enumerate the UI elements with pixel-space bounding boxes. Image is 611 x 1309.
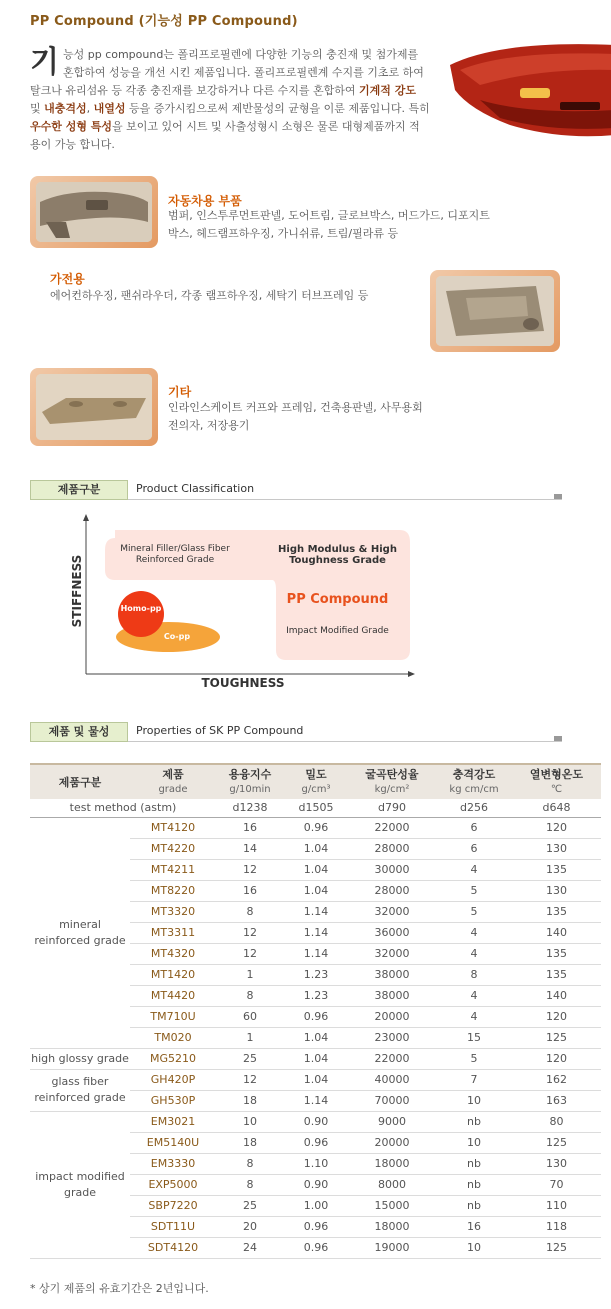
value-cell: 0.96 xyxy=(284,1237,348,1258)
value-cell: 6 xyxy=(436,817,512,838)
column-header-unit: g/10min xyxy=(229,784,271,795)
column-header-label: 용융지수 xyxy=(228,768,272,781)
value-cell: 32000 xyxy=(348,943,436,964)
x-axis-label: TOUGHNESS xyxy=(201,676,285,690)
value-cell: 60 xyxy=(216,1006,284,1027)
value-cell: 120 xyxy=(512,1048,601,1069)
value-cell: 10 xyxy=(216,1111,284,1132)
section-end-mark xyxy=(554,494,562,499)
value-cell: 118 xyxy=(512,1216,601,1237)
value-cell: 130 xyxy=(512,838,601,859)
section-header-classification xyxy=(30,480,562,500)
y-axis-label: STIFFNESS xyxy=(70,554,84,628)
value-cell: 0.96 xyxy=(284,1216,348,1237)
group-cell: mineral reinforced grade xyxy=(30,817,130,1048)
validity-footnote: * 상기 제품의 유효기간은 2년입니다. xyxy=(30,1282,209,1295)
value-cell: 0.96 xyxy=(284,1132,348,1153)
grade-cell: MT8220 xyxy=(130,880,216,901)
value-cell: 1.00 xyxy=(284,1195,348,1216)
grade-cell: MT4420 xyxy=(130,985,216,1006)
value-cell: 1.04 xyxy=(284,880,348,901)
value-cell: nb xyxy=(436,1174,512,1195)
value-cell: 1.23 xyxy=(284,985,348,1006)
value-cell: 1.04 xyxy=(284,1027,348,1048)
column-header-unit: kg cm/cm xyxy=(449,784,499,795)
intro-highlight: 우수한 성형 특성 xyxy=(30,120,113,133)
value-cell: 20000 xyxy=(348,1006,436,1027)
value-cell: 8 xyxy=(216,985,284,1006)
value-cell: 12 xyxy=(216,1069,284,1090)
column-header-unit: grade xyxy=(158,784,188,795)
value-cell: 19000 xyxy=(348,1237,436,1258)
value-cell: 16 xyxy=(216,817,284,838)
test-method-cell: d648 xyxy=(512,799,601,817)
value-cell: 125 xyxy=(512,1027,601,1048)
intro-initial: 기 xyxy=(30,45,59,80)
value-cell: 10 xyxy=(436,1090,512,1111)
grade-cell: MT4211 xyxy=(130,859,216,880)
grade-cell: EM3021 xyxy=(130,1111,216,1132)
bumper-image xyxy=(440,40,611,145)
value-cell: 1.23 xyxy=(284,964,348,985)
value-cell: 22000 xyxy=(348,817,436,838)
homo-circle xyxy=(118,591,164,637)
value-cell: 80 xyxy=(512,1111,601,1132)
value-cell: 1.10 xyxy=(284,1153,348,1174)
column-header xyxy=(512,764,601,799)
value-cell: 135 xyxy=(512,901,601,922)
value-cell: 1.04 xyxy=(284,859,348,880)
value-cell: 0.90 xyxy=(284,1174,348,1195)
column-header-label: 굴곡탄성율 xyxy=(365,768,419,781)
value-cell: 1.14 xyxy=(284,922,348,943)
value-cell: 0.96 xyxy=(284,817,348,838)
section-label: Product Classification xyxy=(136,482,255,495)
app-desc-other: 인라인스케이트 커프와 프레임, 건축용판넬, 사무용회전의자, 저장용기 xyxy=(168,401,423,432)
intro-text: 및 xyxy=(30,102,45,115)
value-cell: 30000 xyxy=(348,859,436,880)
app-title-appliance: 가전용 xyxy=(50,272,85,286)
column-header xyxy=(284,764,348,799)
value-cell: 20000 xyxy=(348,1132,436,1153)
intro-highlight: 기계적 강도 xyxy=(359,84,416,97)
high-modulus-label: High Modulus & High Toughness Grade xyxy=(278,544,397,566)
section-end-mark xyxy=(554,736,562,741)
intro-paragraph xyxy=(30,46,430,154)
value-cell: 140 xyxy=(512,985,601,1006)
dashboard-photo xyxy=(30,176,158,248)
value-cell: 70 xyxy=(512,1174,601,1195)
value-cell: 32000 xyxy=(348,901,436,922)
intro-text: , xyxy=(86,102,94,115)
grade-cell: EM5140U xyxy=(130,1132,216,1153)
value-cell: 12 xyxy=(216,943,284,964)
intro-text: 능성 pp compound는 폴리프로필렌에 다양한 기능의 충진재 및 첨가제를 혼합하여 성능을 개선 시킨 제품입니다. 폴리프로필렌계 수지를 기초로 하여 탈크나 유리섬유 등 각종 충진재를 보강하거나 다른 수지를 혼합하여 xyxy=(30,48,424,97)
column-header xyxy=(30,764,130,799)
value-cell: 1.04 xyxy=(284,838,348,859)
column-header xyxy=(436,764,512,799)
grade-cell: SBP7220 xyxy=(130,1195,216,1216)
co-pp-label: Co-pp xyxy=(163,632,191,641)
value-cell: 38000 xyxy=(348,985,436,1006)
value-cell: 40000 xyxy=(348,1069,436,1090)
test-method-cell: d1238 xyxy=(216,799,284,817)
column-header xyxy=(216,764,284,799)
y-axis-arrow xyxy=(83,514,89,521)
properties-table xyxy=(30,763,601,1259)
app-desc-appliance: 에어컨하우징, 팬쉬라우더, 각종 램프하우징, 세탁기 터브프레임 등 xyxy=(50,289,369,302)
grade-cell: GH530P xyxy=(130,1090,216,1111)
value-cell: 15000 xyxy=(348,1195,436,1216)
classification-diagram xyxy=(60,510,420,700)
value-cell: 18 xyxy=(216,1090,284,1111)
value-cell: 70000 xyxy=(348,1090,436,1111)
value-cell: nb xyxy=(436,1195,512,1216)
column-header-label: 충격강도 xyxy=(452,768,496,781)
value-cell: 18000 xyxy=(348,1153,436,1174)
shelf-photo xyxy=(30,368,158,446)
grade-cell: TM020 xyxy=(130,1027,216,1048)
app-title-other: 기타 xyxy=(168,385,192,399)
value-cell: 162 xyxy=(512,1069,601,1090)
section-label: Properties of SK PP Compound xyxy=(136,724,304,737)
door-trim-image xyxy=(436,276,554,346)
value-cell: 1 xyxy=(216,964,284,985)
grade-cell: GH420P xyxy=(130,1069,216,1090)
column-header-label: 밀도 xyxy=(305,768,327,781)
door-trim-photo xyxy=(430,270,560,352)
value-cell: 125 xyxy=(512,1132,601,1153)
column-header-unit: g/cm³ xyxy=(301,784,331,795)
value-cell: nb xyxy=(436,1111,512,1132)
grade-cell: MT1420 xyxy=(130,964,216,985)
app-title-auto: 자동차용 부품 xyxy=(168,194,242,208)
value-cell: 4 xyxy=(436,1006,512,1027)
table-row xyxy=(30,817,601,838)
value-cell: 36000 xyxy=(348,922,436,943)
value-cell: 130 xyxy=(512,1153,601,1174)
value-cell: 110 xyxy=(512,1195,601,1216)
test-method-cell: d1505 xyxy=(284,799,348,817)
value-cell: 1.04 xyxy=(284,1069,348,1090)
value-cell: 25 xyxy=(216,1048,284,1069)
value-cell: nb xyxy=(436,1153,512,1174)
test-method-cell: d790 xyxy=(348,799,436,817)
column-header-label: 제품 xyxy=(162,768,184,781)
test-method-row xyxy=(30,799,601,817)
column-header-unit: kg/cm² xyxy=(374,784,410,795)
grade-cell: MG5210 xyxy=(130,1048,216,1069)
column-header-label: 열변형온도 xyxy=(529,768,584,781)
homo-pp-label: Homo-pp xyxy=(120,604,162,613)
grade-cell: MT4320 xyxy=(130,943,216,964)
section-header-properties xyxy=(30,722,562,742)
value-cell: 28000 xyxy=(348,838,436,859)
value-cell: 0.96 xyxy=(284,1006,348,1027)
value-cell: 163 xyxy=(512,1090,601,1111)
app-desc-auto: 범퍼, 인스투루먼트판넬, 도어트림, 글로브박스, 머드가드, 디포지트박스, 헤드램프하우징, 가니쉬류, 트림/필라류 등 xyxy=(168,209,490,240)
value-cell: 135 xyxy=(512,964,601,985)
value-cell: 8 xyxy=(216,1153,284,1174)
value-cell: 38000 xyxy=(348,964,436,985)
value-cell: 10 xyxy=(436,1237,512,1258)
value-cell: 8 xyxy=(436,964,512,985)
intro-text: 을 보이고 있어 시트 및 사출성형시 소형은 물론 대형제품까지 적용이 가능 합니다. xyxy=(30,120,420,151)
intro-highlight: 내열성 xyxy=(93,102,126,115)
grade-cell: MT4120 xyxy=(130,817,216,838)
value-cell: 4 xyxy=(436,859,512,880)
value-cell: 25 xyxy=(216,1195,284,1216)
column-header-unit: ℃ xyxy=(550,784,563,795)
table-body xyxy=(30,799,601,1258)
value-cell: 4 xyxy=(436,985,512,1006)
value-cell: 16 xyxy=(436,1216,512,1237)
value-cell: 20 xyxy=(216,1216,284,1237)
value-cell: 10 xyxy=(436,1132,512,1153)
value-cell: 1.14 xyxy=(284,1090,348,1111)
table-row xyxy=(30,1111,601,1132)
test-method-cell: d256 xyxy=(436,799,512,817)
value-cell: 14 xyxy=(216,838,284,859)
value-cell: 5 xyxy=(436,880,512,901)
value-cell: 140 xyxy=(512,922,601,943)
grade-cell: EXP5000 xyxy=(130,1174,216,1195)
value-cell: 135 xyxy=(512,943,601,964)
grade-cell: MT3320 xyxy=(130,901,216,922)
value-cell: 7 xyxy=(436,1069,512,1090)
value-cell: 5 xyxy=(436,1048,512,1069)
column-header-label: 제품구분 xyxy=(58,775,102,789)
grade-cell: MT4220 xyxy=(130,838,216,859)
column-header xyxy=(130,764,216,799)
impact-grade-label: Impact Modified Grade xyxy=(286,626,389,636)
value-cell: 18 xyxy=(216,1132,284,1153)
header-row xyxy=(30,764,601,799)
value-cell: 1.14 xyxy=(284,943,348,964)
value-cell: 4 xyxy=(436,922,512,943)
group-cell: high glossy grade xyxy=(30,1048,130,1069)
grade-cell: SDT4120 xyxy=(130,1237,216,1258)
grade-cell: MT3311 xyxy=(130,922,216,943)
value-cell: 8 xyxy=(216,1174,284,1195)
column-header xyxy=(348,764,436,799)
table-row xyxy=(30,1069,601,1090)
value-cell: 4 xyxy=(436,943,512,964)
grade-cell: TM710U xyxy=(130,1006,216,1027)
value-cell: 8 xyxy=(216,901,284,922)
section-tab: 제품 및 물성 xyxy=(30,722,128,742)
value-cell: 1.14 xyxy=(284,901,348,922)
value-cell: 125 xyxy=(512,1237,601,1258)
value-cell: 12 xyxy=(216,922,284,943)
value-cell: 1.04 xyxy=(284,1048,348,1069)
value-cell: 5 xyxy=(436,901,512,922)
value-cell: 18000 xyxy=(348,1216,436,1237)
value-cell: 23000 xyxy=(348,1027,436,1048)
value-cell: 120 xyxy=(512,817,601,838)
value-cell: 6 xyxy=(436,838,512,859)
value-cell: 130 xyxy=(512,880,601,901)
table-header xyxy=(30,764,601,799)
value-cell: 24 xyxy=(216,1237,284,1258)
value-cell: 135 xyxy=(512,859,601,880)
value-cell: 15 xyxy=(436,1027,512,1048)
group-cell: glass fiber reinforced grade xyxy=(30,1069,130,1111)
value-cell: 8000 xyxy=(348,1174,436,1195)
value-cell: 16 xyxy=(216,880,284,901)
section-tab: 제품구분 xyxy=(30,480,128,500)
value-cell: 1 xyxy=(216,1027,284,1048)
page-title: PP Compound (기능성 PP Compound) xyxy=(30,14,298,29)
pp-compound-label: PP Compound xyxy=(286,592,389,607)
grade-cell: EM3330 xyxy=(130,1153,216,1174)
x-axis-arrow xyxy=(408,671,415,677)
grade-cell: SDT11U xyxy=(130,1216,216,1237)
intro-highlight: 내충격성 xyxy=(44,102,87,115)
mineral-grade-label: Mineral Filler/Glass Fiber Reinforced Grade xyxy=(120,544,230,565)
shelf-image xyxy=(36,374,152,440)
value-cell: 120 xyxy=(512,1006,601,1027)
value-cell: 9000 xyxy=(348,1111,436,1132)
group-cell: impact modified grade xyxy=(30,1111,130,1258)
value-cell: 12 xyxy=(216,859,284,880)
table-row xyxy=(30,1048,601,1069)
value-cell: 0.90 xyxy=(284,1111,348,1132)
value-cell: 28000 xyxy=(348,880,436,901)
value-cell: 22000 xyxy=(348,1048,436,1069)
test-method-cell: test method (astm) xyxy=(30,799,216,817)
dashboard-image xyxy=(36,182,152,242)
intro-text: 등을 증가시킴으로써 제반물성의 균형을 이룬 제품입니다. 특히 xyxy=(125,102,430,115)
